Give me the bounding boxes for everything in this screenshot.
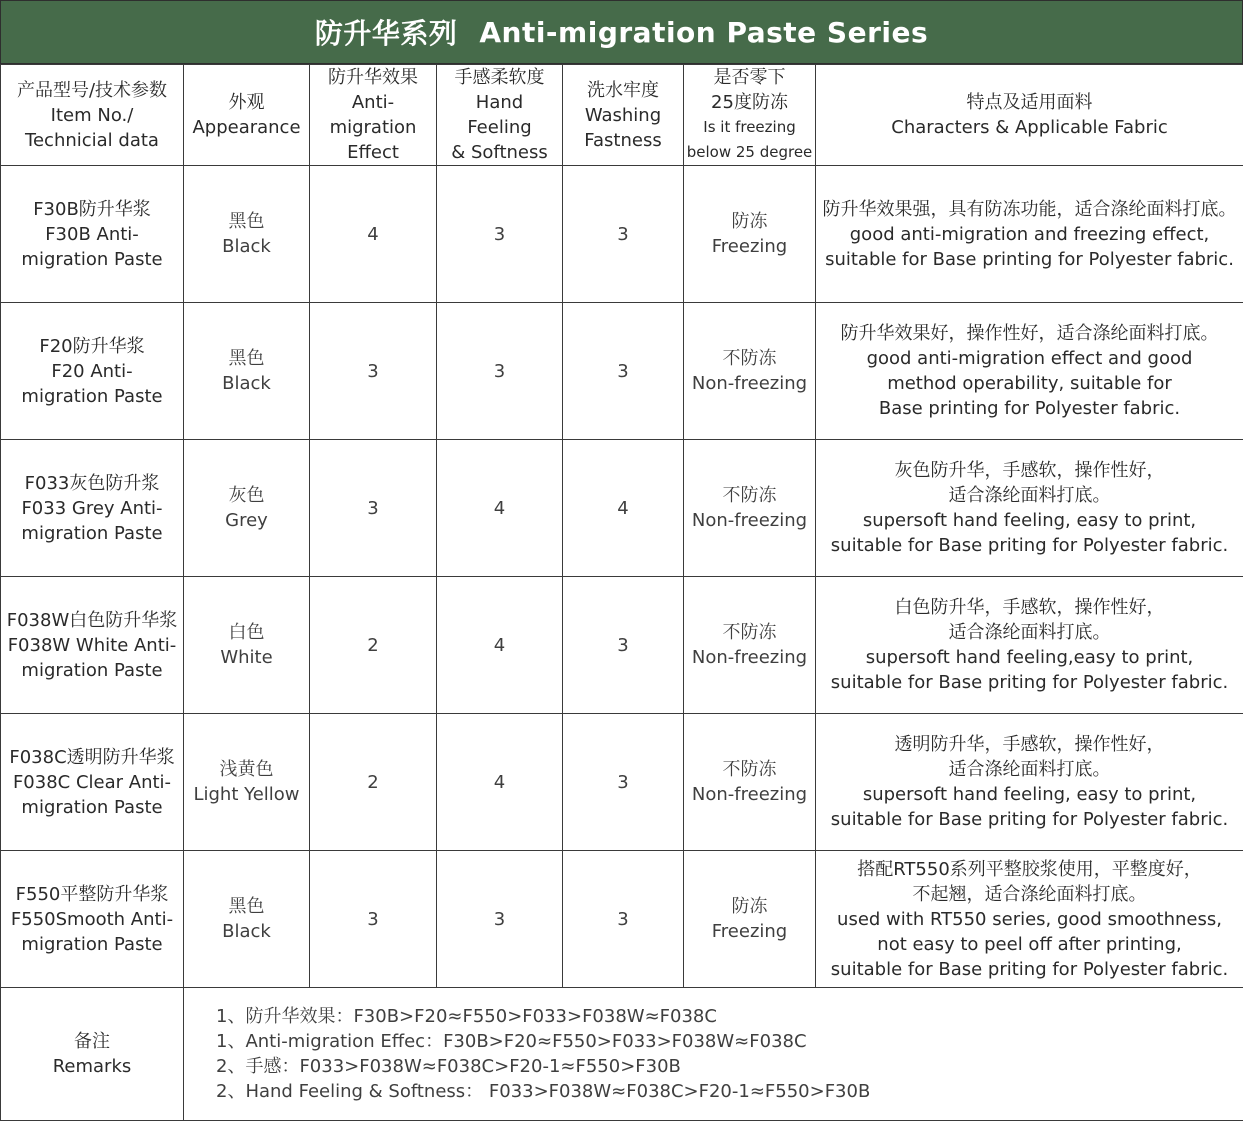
characters-cell: 灰色防升华，手感软，操作性好， 适合涤纶面料打底。 supersoft hand feeling, easy to print, suitable for Base priting for Polyester fabric. bbox=[816, 440, 1243, 577]
header-washing: 洗水牢度 Washing Fastness bbox=[563, 65, 684, 166]
remark-line: 2、Hand Feeling & Softness： F033>F038W≈F038C>F20-1≈F550>F30B bbox=[216, 1079, 1241, 1104]
effect-cell: 4 bbox=[310, 166, 437, 303]
effect-cell: 2 bbox=[310, 577, 437, 714]
header-effect: 防升华效果 Anti- migration Effect bbox=[310, 65, 437, 166]
header-characters: 特点及适用面料 Characters & Applicable Fabric bbox=[816, 65, 1243, 166]
freezing-cell: 不防冻 Non-freezing bbox=[684, 714, 816, 851]
remarks-content-cell bbox=[184, 988, 1243, 1121]
header-row bbox=[1, 65, 1243, 166]
hand-cell: 3 bbox=[437, 851, 563, 988]
effect-cell: 3 bbox=[310, 851, 437, 988]
appearance-cell: 黑色 Black bbox=[184, 851, 310, 988]
header-appearance: 外观 Appearance bbox=[184, 65, 310, 166]
title-chinese: 防升华系列 bbox=[315, 12, 458, 52]
header-item: 产品型号/技术参数 Item No./ Technicial data bbox=[1, 65, 184, 166]
table-row bbox=[1, 714, 1243, 851]
freezing-cell: 不防冻 Non-freezing bbox=[684, 303, 816, 440]
product-name-cell: F20防升华浆 F20 Anti- migration Paste bbox=[1, 303, 184, 440]
characters-cell: 防升华效果强，具有防冻功能，适合涤纶面料打底。 good anti-migration and freezing effect, suitable for Base printing for Polyester fabric. bbox=[816, 166, 1243, 303]
appearance-cell: 浅黄色 Light Yellow bbox=[184, 714, 310, 851]
characters-cell: 白色防升华，手感软，操作性好， 适合涤纶面料打底。 supersoft hand feeling,easy to print, suitable for Base priting for Polyester fabric. bbox=[816, 577, 1243, 714]
hand-cell: 4 bbox=[437, 714, 563, 851]
table-row bbox=[1, 166, 1243, 303]
appearance-cell: 黑色 Black bbox=[184, 166, 310, 303]
header-freezing: 是否零下 25度防冻 Is it freezing below 25 degree bbox=[684, 65, 816, 166]
remark-line: 2、手感：F033>F038W≈F038C>F20-1≈F550>F30B bbox=[216, 1054, 1241, 1079]
freezing-cell: 防冻 Freezing bbox=[684, 166, 816, 303]
appearance-cell: 灰色 Grey bbox=[184, 440, 310, 577]
washing-cell: 3 bbox=[563, 714, 684, 851]
characters-cell: 透明防升华，手感软，操作性好， 适合涤纶面料打底。 supersoft hand feeling, easy to print, suitable for Base priting for Polyester fabric. bbox=[816, 714, 1243, 851]
effect-cell: 2 bbox=[310, 714, 437, 851]
product-name-cell: F30B防升华浆 F30B Anti- migration Paste bbox=[1, 166, 184, 303]
hand-cell: 3 bbox=[437, 303, 563, 440]
product-name-cell: F038C透明防升华浆 F038C Clear Anti- migration Paste bbox=[1, 714, 184, 851]
washing-cell: 3 bbox=[563, 851, 684, 988]
freezing-cell: 不防冻 Non-freezing bbox=[684, 577, 816, 714]
characters-cell: 防升华效果好，操作性好，适合涤纶面料打底。 good anti-migration effect and good method operability, suitable for Base printing for Polyester fabric. bbox=[816, 303, 1243, 440]
product-name-cell: F550平整防升华浆 F550Smooth Anti- migration Paste bbox=[1, 851, 184, 988]
hand-cell: 3 bbox=[437, 166, 563, 303]
remarks-label-cell: 备注 Remarks bbox=[1, 988, 184, 1121]
appearance-cell: 白色 White bbox=[184, 577, 310, 714]
freezing-cell: 防冻 Freezing bbox=[684, 851, 816, 988]
washing-cell: 4 bbox=[563, 440, 684, 577]
remark-line: 1、Anti-migration Effec：F30B>F20≈F550>F033>F038W≈F038C bbox=[216, 1029, 1241, 1054]
washing-cell: 3 bbox=[563, 166, 684, 303]
table-row bbox=[1, 851, 1243, 988]
product-name-cell: F038W白色防升华浆 F038W White Anti- migration Paste bbox=[1, 577, 184, 714]
product-spec-table bbox=[0, 64, 1243, 1121]
effect-cell: 3 bbox=[310, 440, 437, 577]
washing-cell: 3 bbox=[563, 577, 684, 714]
table-row bbox=[1, 303, 1243, 440]
product-name-cell: F033灰色防升浆 F033 Grey Anti- migration Paste bbox=[1, 440, 184, 577]
hand-cell: 4 bbox=[437, 440, 563, 577]
effect-cell: 3 bbox=[310, 303, 437, 440]
table-row bbox=[1, 440, 1243, 577]
washing-cell: 3 bbox=[563, 303, 684, 440]
table-row bbox=[1, 577, 1243, 714]
appearance-cell: 黑色 Black bbox=[184, 303, 310, 440]
hand-cell: 4 bbox=[437, 577, 563, 714]
remark-line: 1、防升华效果：F30B>F20≈F550>F033>F038W≈F038C bbox=[216, 1004, 1241, 1029]
header-hand-feeling: 手感柔软度 Hand Feeling & Softness bbox=[437, 65, 563, 166]
title-english: Anti-migration Paste Series bbox=[479, 16, 928, 49]
characters-cell: 搭配RT550系列平整胶浆使用，平整度好， 不起翘，适合涤纶面料打底。 used with RT550 series, good smoothness, not easy to peel off after printing, suitable for Base priting for Polyester fabric. bbox=[816, 851, 1243, 988]
table-title-bar bbox=[0, 0, 1243, 64]
remarks-row bbox=[1, 988, 1243, 1121]
freezing-cell: 不防冻 Non-freezing bbox=[684, 440, 816, 577]
